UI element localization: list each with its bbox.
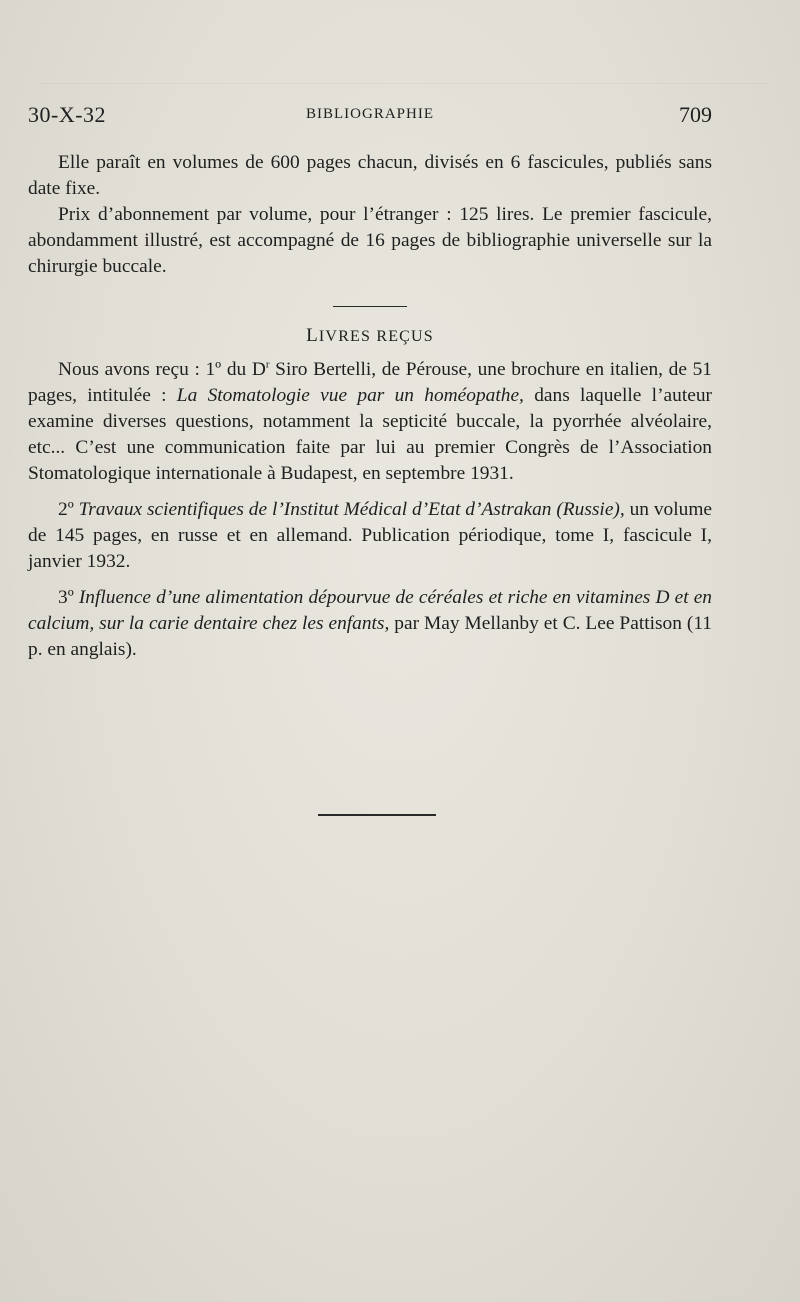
item-3-paragraph <box>28 585 712 663</box>
section-title-rest: IVRES REÇUS <box>318 328 434 345</box>
item-1-text-a: Nous avons reçu : 1º du D <box>58 359 266 380</box>
intro-paragraph-2: Prix d’abonnement par volume, pour l’étranger : 125 lires. Le premier fascicule, abondamment illustré, est accompagné de 16 pages de bibliographie universelle sur la chirurgie buccale. <box>28 204 712 277</box>
item-2-number: 2º <box>58 499 79 520</box>
item-3-title: Influence d’une alimentation dépourvue de céréales et riche en vitamines D et en calcium, sur la carie dentaire chez les enfants, <box>28 587 712 634</box>
item-3-number: 3º <box>58 587 79 608</box>
item-2-text: un volume de 145 pages, en russe et en allemand. Publication périodique, tome I, fascicule I, janvier 1932. <box>28 499 713 572</box>
item-2-paragraph <box>28 497 712 575</box>
item-1-superscript: r <box>265 358 270 371</box>
show-through-texture <box>40 60 770 96</box>
section-title-cap: L <box>306 325 319 346</box>
item-1-title: La Stomatologie vue par un homéopathe, <box>176 385 524 406</box>
item-3-text: par May Mellanby et C. Lee Pattison (11 p. en anglais). <box>28 613 712 660</box>
item-1-text-b: Siro Bertelli, de Pérouse, une brochure en italien, de 51 pages, intitulée : <box>28 359 712 406</box>
item-1-text-c: dans laquelle l’auteur examine diverses questions, notamment la septicité buccale, la pyorrhée alvéolaire, etc... C’est une communication faite par lui au premier Congrès de l’Association Stomatologique internationale à Budapest, en septembre 1931. <box>28 385 712 484</box>
item-1-paragraph <box>28 357 712 487</box>
running-title: BIBLIOGRAPHIE <box>306 106 434 122</box>
page-header <box>28 102 712 132</box>
page-body <box>28 150 712 663</box>
section-divider <box>333 306 407 307</box>
section-title <box>28 325 712 347</box>
header-date: 30-X-32 <box>28 102 107 127</box>
intro-paragraph-1: Elle paraît en volumes de 600 pages chacun, divisés en 6 fascicules, publiés sans date fixe. <box>28 152 712 199</box>
item-2-title: Travaux scientifiques de l’Institut Médical d’Etat d’Astrakan (Russie), <box>78 499 625 520</box>
end-rule <box>318 814 436 816</box>
page-number: 709 <box>679 102 712 127</box>
